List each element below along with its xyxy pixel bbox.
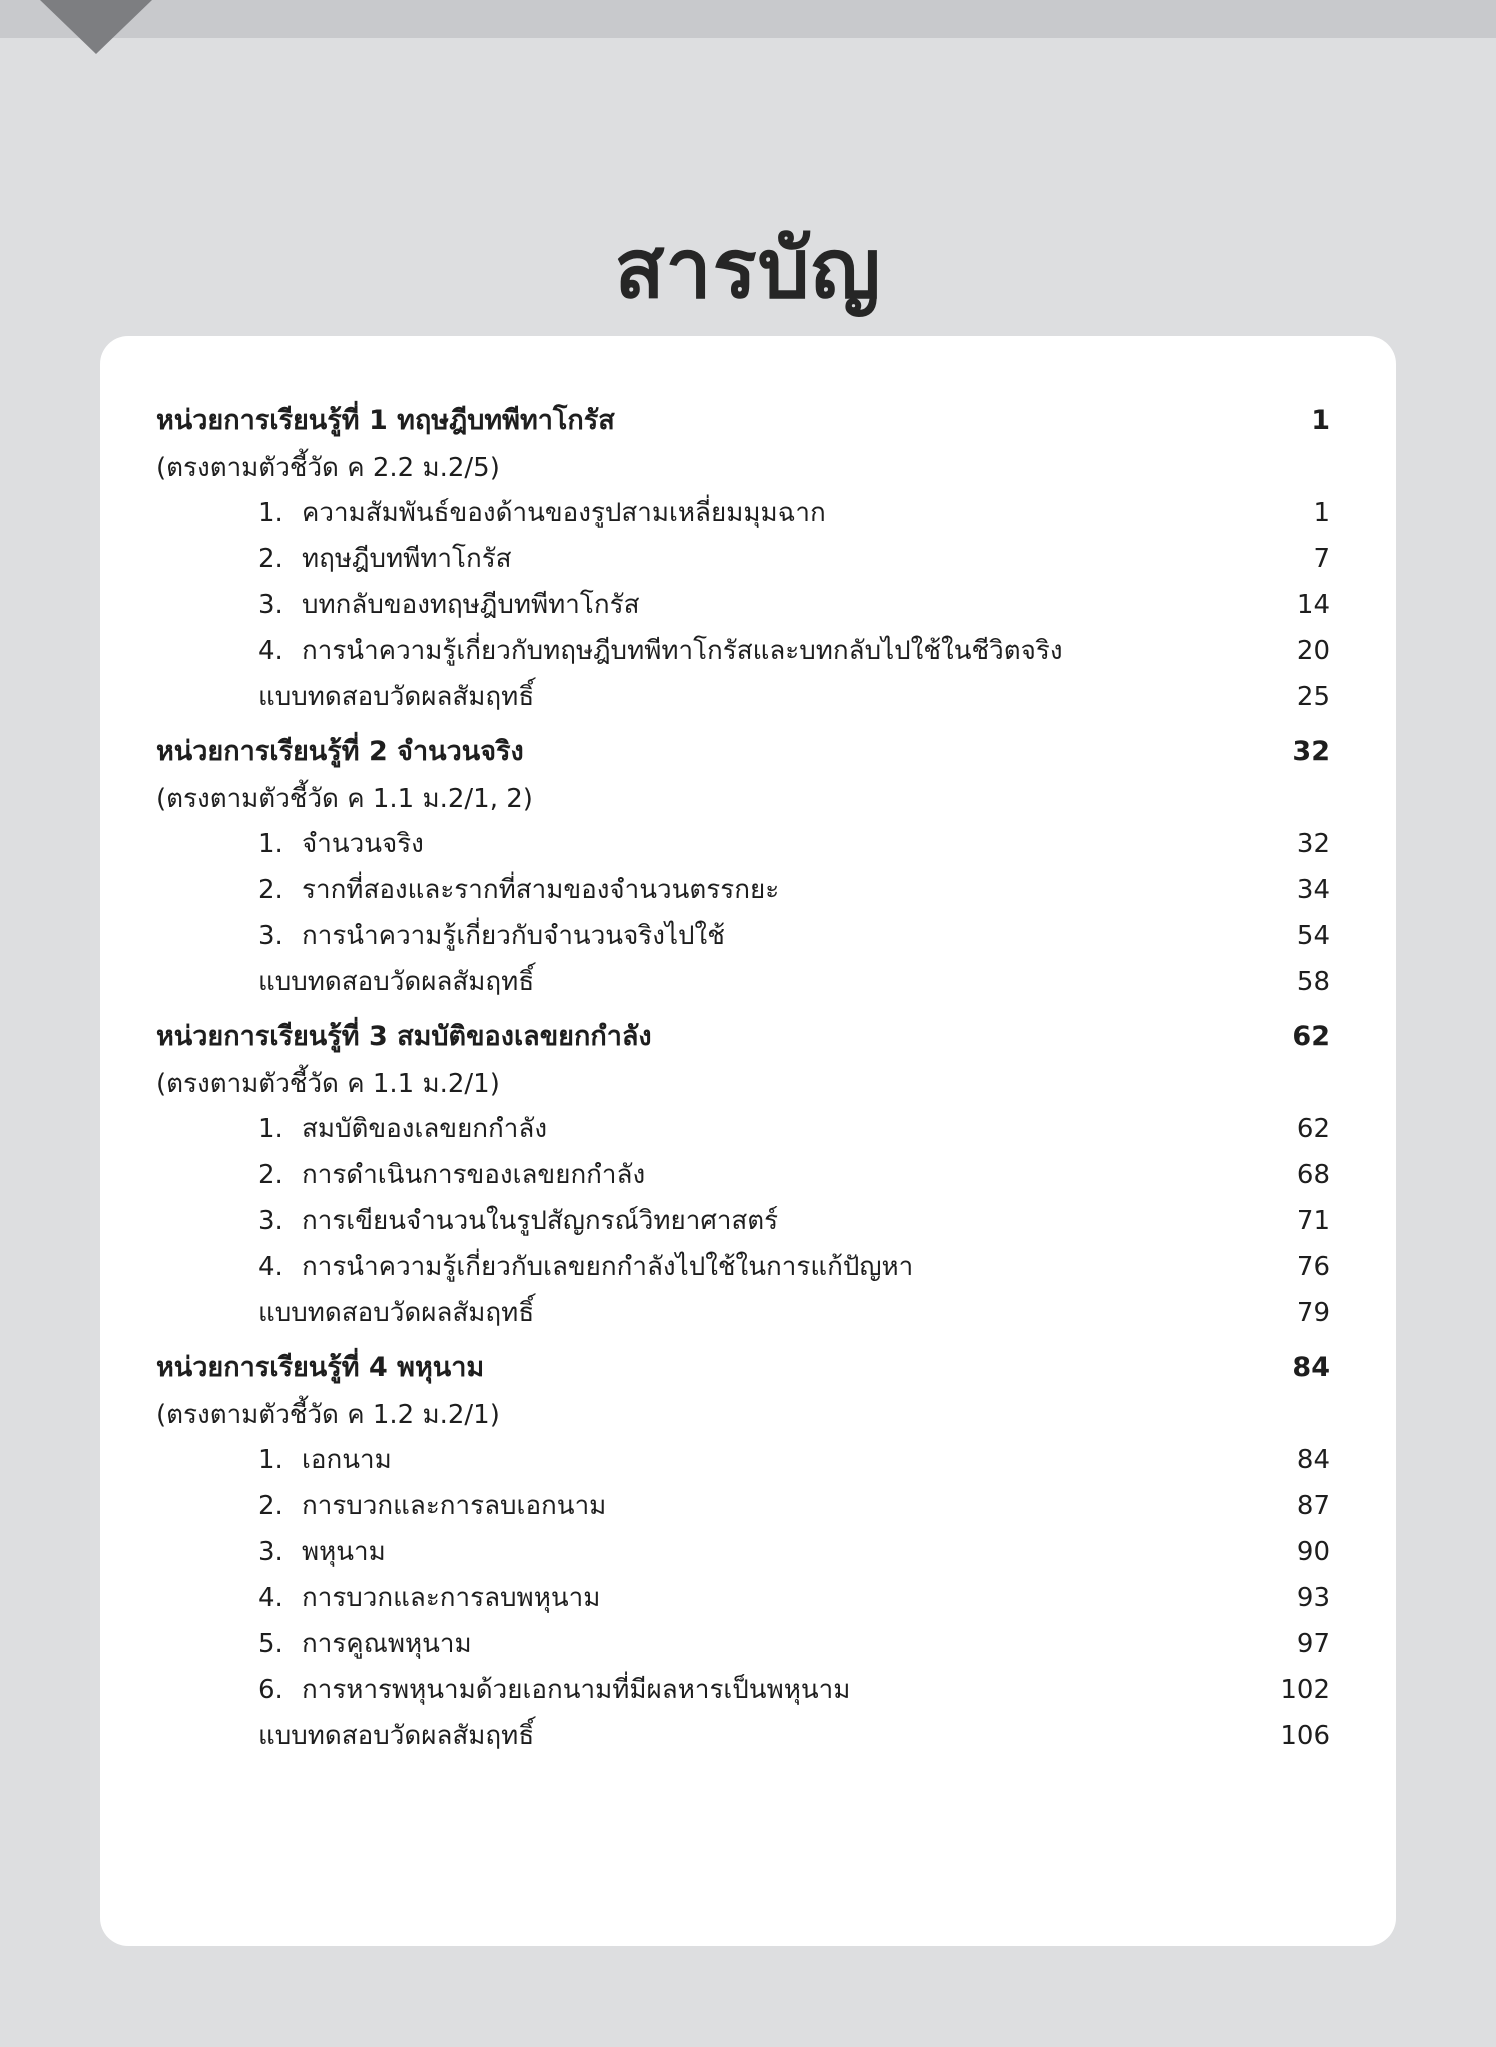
lesson-row[interactable]	[156, 1621, 1330, 1667]
lesson-label	[258, 1106, 547, 1152]
unit-title: หน่วยการเรียนรู้ที่ 1 ทฤษฎีบทพีทาโกรัส	[156, 405, 615, 436]
lesson-row[interactable]	[156, 913, 1330, 959]
lesson-title: เอกนาม	[302, 1445, 392, 1475]
lesson-title: การนำความรู้เกี่ยวกับเลขยกกำลังไปใช้ในการแก้ปัญหา	[302, 1252, 914, 1282]
lesson-page-number: 87	[1296, 1491, 1330, 1521]
toc-panel	[100, 336, 1396, 1946]
lesson-row[interactable]	[156, 1483, 1330, 1529]
lesson-title: การดำเนินการของเลขยกกำลัง	[302, 1160, 646, 1190]
lesson-row[interactable]	[156, 1437, 1330, 1483]
unit-page-number: 84	[1292, 1352, 1330, 1383]
lesson-row[interactable]	[156, 628, 1330, 674]
lesson-row[interactable]	[156, 1106, 1330, 1152]
lesson-label	[258, 1667, 850, 1713]
test-row[interactable]	[156, 1290, 1330, 1336]
test-title: แบบทดสอบวัดผลสัมฤทธิ์	[258, 682, 535, 712]
lesson-label	[258, 1244, 913, 1290]
lesson-number: 6.	[258, 1675, 283, 1705]
lesson-title: บทกลับของทฤษฎีบทพีทาโกรัส	[302, 590, 640, 620]
unit-page-number: 62	[1292, 1021, 1330, 1052]
corner-tab-decoration	[40, 0, 152, 54]
lesson-title: การนำความรู้เกี่ยวกับทฤษฎีบทพีทาโกรัสและบทกลับไปใช้ในชีวิตจริง	[302, 636, 1063, 666]
page-title: สารบัญ	[614, 222, 882, 317]
lesson-page-number: 102	[1280, 1675, 1330, 1705]
toc-unit	[156, 727, 1330, 1005]
unit-title: หน่วยการเรียนรู้ที่ 4 พหุนาม	[156, 1352, 485, 1383]
lesson-label	[258, 867, 779, 913]
lesson-label	[258, 536, 512, 582]
test-row[interactable]	[156, 959, 1330, 1005]
test-title: แบบทดสอบวัดผลสัมฤทธิ์	[258, 1298, 535, 1328]
lesson-label	[258, 821, 424, 867]
lesson-row[interactable]	[156, 1529, 1330, 1575]
lesson-number: 2.	[258, 1491, 283, 1521]
lesson-title: จำนวนจริง	[302, 829, 424, 859]
toc-list	[156, 396, 1330, 1766]
test-page-number: 106	[1280, 1721, 1330, 1751]
lesson-label	[258, 1483, 606, 1529]
lesson-page-number: 62	[1296, 1114, 1330, 1144]
unit-indicator: (ตรงตามตัวชี้วัด ค 1.1 ม.2/1)	[156, 1069, 500, 1099]
unit-title-row[interactable]	[156, 396, 1330, 446]
lesson-label	[258, 490, 826, 536]
unit-indicator-row	[156, 1062, 1330, 1106]
lesson-row[interactable]	[156, 490, 1330, 536]
lesson-label	[258, 1621, 472, 1667]
lesson-label	[258, 1437, 392, 1483]
lesson-page-number: 1	[1313, 498, 1330, 528]
unit-indicator-row	[156, 446, 1330, 490]
lesson-row[interactable]	[156, 1152, 1330, 1198]
lesson-label	[258, 1152, 645, 1198]
lesson-label	[258, 582, 639, 628]
lesson-number: 3.	[258, 921, 283, 951]
lesson-page-number: 34	[1296, 875, 1330, 905]
lesson-page-number: 84	[1296, 1445, 1330, 1475]
lesson-page-number: 71	[1296, 1206, 1330, 1236]
test-row[interactable]	[156, 674, 1330, 720]
test-page-number: 79	[1296, 1298, 1330, 1328]
unit-page-number: 32	[1292, 736, 1330, 767]
lesson-row[interactable]	[156, 1198, 1330, 1244]
lesson-row[interactable]	[156, 1667, 1330, 1713]
lesson-page-number: 7	[1313, 544, 1330, 574]
lesson-label	[258, 1575, 600, 1621]
lesson-page-number: 20	[1296, 636, 1330, 666]
lesson-title: การเขียนจำนวนในรูปสัญกรณ์วิทยาศาสตร์	[302, 1206, 779, 1236]
lesson-title: การบวกและการลบเอกนาม	[302, 1491, 607, 1521]
lesson-page-number: 90	[1296, 1537, 1330, 1567]
test-title: แบบทดสอบวัดผลสัมฤทธิ์	[258, 1721, 535, 1751]
test-page-number: 25	[1296, 682, 1330, 712]
unit-indicator-row	[156, 777, 1330, 821]
lesson-title: ทฤษฎีบทพีทาโกรัส	[302, 544, 512, 574]
lesson-label	[258, 913, 725, 959]
lesson-title: การบวกและการลบพหุนาม	[302, 1583, 601, 1613]
lesson-title: ความสัมพันธ์ของด้านของรูปสามเหลี่ยมมุมฉาก	[302, 498, 826, 528]
top-band	[0, 0, 1496, 38]
lesson-number: 5.	[258, 1629, 283, 1659]
lesson-label	[258, 628, 1063, 674]
unit-indicator: (ตรงตามตัวชี้วัด ค 2.2 ม.2/5)	[156, 453, 500, 483]
lesson-row[interactable]	[156, 1244, 1330, 1290]
unit-indicator-row	[156, 1393, 1330, 1437]
lesson-title: การนำความรู้เกี่ยวกับจำนวนจริงไปใช้	[302, 921, 725, 951]
unit-title: หน่วยการเรียนรู้ที่ 3 สมบัติของเลขยกกำลัง	[156, 1021, 652, 1052]
lesson-number: 2.	[258, 1160, 283, 1190]
lesson-page-number: 14	[1296, 590, 1330, 620]
lesson-title: รากที่สองและรากที่สามของจำนวนตรรกยะ	[302, 875, 780, 905]
lesson-number: 2.	[258, 875, 283, 905]
lesson-number: 4.	[258, 636, 283, 666]
test-title: แบบทดสอบวัดผลสัมฤทธิ์	[258, 967, 535, 997]
lesson-number: 4.	[258, 1252, 283, 1282]
lesson-label	[258, 1529, 386, 1575]
lesson-number: 1.	[258, 1114, 283, 1144]
lesson-row[interactable]	[156, 582, 1330, 628]
lesson-number: 2.	[258, 544, 283, 574]
unit-indicator: (ตรงตามตัวชี้วัด ค 1.2 ม.2/1)	[156, 1400, 500, 1430]
lesson-number: 1.	[258, 1445, 283, 1475]
lesson-title: การคูณพหุนาม	[302, 1629, 472, 1659]
lesson-number: 3.	[258, 1537, 283, 1567]
unit-title-row[interactable]	[156, 1343, 1330, 1393]
lesson-title: การหารพหุนามด้วยเอกนามที่มีผลหารเป็นพหุนาม	[302, 1675, 851, 1705]
unit-title-row[interactable]	[156, 1012, 1330, 1062]
lesson-label	[258, 1198, 778, 1244]
test-page-number: 58	[1296, 967, 1330, 997]
lesson-number: 3.	[258, 590, 283, 620]
lesson-row[interactable]	[156, 1575, 1330, 1621]
lesson-page-number: 68	[1296, 1160, 1330, 1190]
lesson-row[interactable]	[156, 821, 1330, 867]
lesson-page-number: 76	[1296, 1252, 1330, 1282]
toc-unit	[156, 396, 1330, 720]
lesson-number: 1.	[258, 829, 283, 859]
lesson-number: 3.	[258, 1206, 283, 1236]
toc-unit	[156, 1343, 1330, 1759]
lesson-page-number: 97	[1296, 1629, 1330, 1659]
unit-title-row[interactable]	[156, 727, 1330, 777]
lesson-page-number: 93	[1296, 1583, 1330, 1613]
unit-title: หน่วยการเรียนรู้ที่ 2 จำนวนจริง	[156, 736, 524, 767]
lesson-page-number: 32	[1296, 829, 1330, 859]
lesson-number: 4.	[258, 1583, 283, 1613]
lesson-row[interactable]	[156, 867, 1330, 913]
lesson-number: 1.	[258, 498, 283, 528]
lesson-page-number: 54	[1296, 921, 1330, 951]
unit-indicator: (ตรงตามตัวชี้วัด ค 1.1 ม.2/1, 2)	[156, 784, 533, 814]
lesson-row[interactable]	[156, 536, 1330, 582]
test-row[interactable]	[156, 1713, 1330, 1759]
unit-page-number: 1	[1311, 405, 1330, 436]
lesson-title: สมบัติของเลขยกกำลัง	[302, 1114, 548, 1144]
lesson-title: พหุนาม	[302, 1537, 386, 1567]
toc-unit	[156, 1012, 1330, 1336]
